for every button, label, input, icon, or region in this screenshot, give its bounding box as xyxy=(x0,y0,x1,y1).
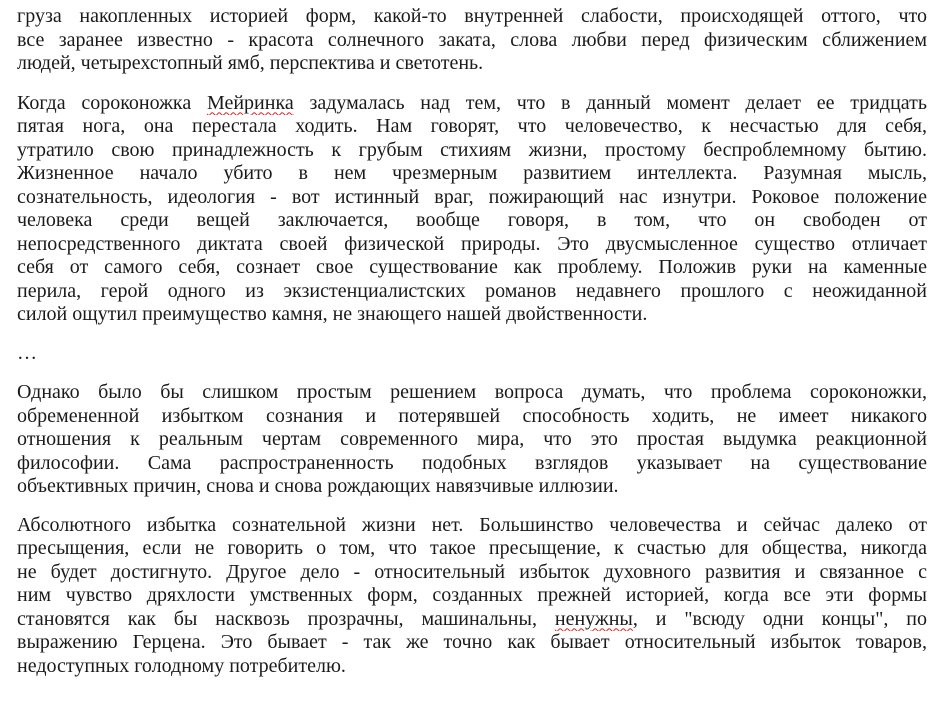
paragraph-3 xyxy=(17,381,927,499)
text-line: непосредственного диктата своей физической природы. Это двусмысленное существо отличает xyxy=(17,232,927,255)
text-line: все заранее известно - красота солнечного заката, слова любви перед физическим сближением xyxy=(17,28,927,51)
paragraph-1 xyxy=(17,5,927,76)
text-line: объективных причин, снова и снова рождающих навязчивые иллюзии. xyxy=(17,475,619,497)
text-line: перила, герой одного из экзистенциалистских романов недавнего прошлого с неожиданной xyxy=(17,279,927,302)
text-line: ним чувство дряхлости умственных форм, созданных прежней историей, когда все эти формы xyxy=(17,584,927,606)
document-page xyxy=(17,0,927,677)
paragraph-4 xyxy=(17,514,927,679)
ellipsis-paragraph xyxy=(17,342,927,366)
text-line: сознательность, идеология - вот истинный враг, пожирающий нас изнутри. Роковое положение xyxy=(17,185,927,208)
text-line: себя от самого себя, сознает свое существование как проблему. Положив руки на каменные xyxy=(17,256,927,278)
spellcheck-flagged-word[interactable]: ненужны xyxy=(554,607,633,630)
text-line: Однако было бы слишком простым решением вопроса думать, что проблема сороконожки, xyxy=(17,381,927,403)
text-run: задумалась над тем, что в данный момент делает ее тридцать xyxy=(293,91,927,114)
text-line: Абсолютного избытка сознательной жизни нет. Большинство человечества и сейчас далеко от xyxy=(17,513,927,536)
text-line xyxy=(17,92,927,116)
text-line: груза накопленных историей форм, какой-то внутренней слабости, происходящей оттого, что xyxy=(17,5,927,27)
text-line: не будет достигнуто. Другое дело - относительный избыток духовного развития и связанное с xyxy=(17,560,927,583)
text-line: недоступных голодному потребителю. xyxy=(17,654,346,677)
text-line: Жизненное начало убито в нем чрезмерным развитием интеллекта. Разумная мысль, xyxy=(17,162,927,184)
spellcheck-flagged-word[interactable]: Мейринка xyxy=(206,91,294,114)
text-line: человека среди вещей заключается, вообще говоря, в том, что он свободен от xyxy=(17,209,927,231)
text-line xyxy=(17,608,927,632)
text-line: силой ощутил преимущество камня, не знающего нашей двойственности. xyxy=(17,303,648,325)
text-line: выражению Герцена. Это бывает - так же точно как бывает относительный избыток товаров, xyxy=(17,631,927,653)
text-line: … xyxy=(17,341,37,364)
text-run: , и "всюду одни концы", по xyxy=(632,607,927,630)
text-line: пресыщения, если не говорить о том, что такое пресыщение, к счастью для общества, никогда xyxy=(17,537,927,559)
text-line: отношения к реальным чертам современного мира, что это простая выдумка реакционной xyxy=(17,428,927,450)
text-line: пятая нога, она перестала ходить. Нам говорят, что человечество, к несчастью для себя, xyxy=(17,115,927,137)
text-run: становятся как бы насквозь прозрачны, машинальны, xyxy=(17,607,555,630)
paragraph-2 xyxy=(17,92,927,327)
text-line: философии. Сама распространенность подобных взглядов указывает на существование xyxy=(17,451,927,474)
text-line: утратило свою принадлежность к грубым стихиям жизни, простому беспроблемному бытию. xyxy=(17,138,927,161)
text-line: обремененной избытком сознания и потерявшей способность ходить, не имеет никакого xyxy=(17,404,927,427)
text-run: Когда сороконожка xyxy=(17,91,207,114)
text-line: людей, четырехстопный ямб, перспектива и светотень. xyxy=(17,52,484,74)
